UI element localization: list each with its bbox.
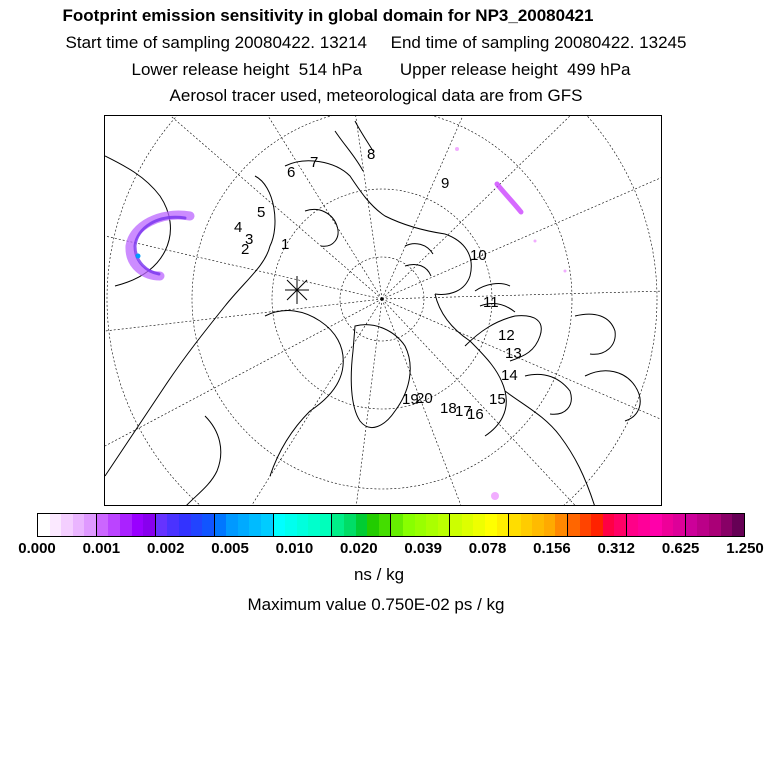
colorbar-swatch — [167, 514, 179, 536]
colorbar-swatch — [367, 514, 379, 536]
colorbar-swatch — [285, 514, 297, 536]
colorbar-swatch — [544, 514, 556, 536]
map-graticule — [105, 116, 662, 506]
colorbar-swatch — [697, 514, 709, 536]
tracer-info-line: Aerosol tracer used, meteorological data are from GFS — [169, 86, 583, 105]
colorbar-swatch — [485, 514, 497, 536]
colorbar-swatch — [297, 514, 309, 536]
colorbar-swatch — [191, 514, 203, 536]
colorbar-swatch — [238, 514, 250, 536]
emission-plume-west — [130, 215, 190, 276]
colorbar-swatch — [627, 514, 639, 536]
colorbar-swatch — [261, 514, 274, 536]
trajectory-label: 11 — [483, 294, 499, 311]
colorbar-swatch — [662, 514, 674, 536]
colorbar-swatch — [61, 514, 73, 536]
colorbar — [37, 513, 745, 537]
polar-map — [104, 115, 662, 506]
trajectory-label: 16 — [467, 406, 484, 423]
trajectory-label: 7 — [310, 154, 319, 171]
trajectory-label: 3 — [245, 231, 254, 248]
colorbar-swatch — [721, 514, 733, 536]
colorbar-swatch — [379, 514, 392, 536]
colorbar-tick-label: 0.000 — [18, 540, 56, 557]
colorbar-swatch — [521, 514, 533, 536]
trajectory-label: 12 — [498, 327, 515, 344]
trajectory-label: 9 — [441, 175, 450, 192]
colorbar-tick-label: 0.312 — [597, 540, 636, 557]
colorbar-swatch — [391, 514, 403, 536]
colorbar-swatch — [274, 514, 286, 536]
sampling-time-line: Start time of sampling 20080422. 13214 End time of sampling 20080422. 13245 — [65, 33, 687, 52]
colorbar-swatch — [509, 514, 521, 536]
colorbar-tick-label: 1.250 — [726, 540, 764, 557]
trajectory-labels — [234, 146, 522, 423]
colorbar-swatch — [38, 514, 50, 536]
colorbar-swatch — [732, 514, 744, 536]
colorbar-swatch — [650, 514, 662, 536]
trajectory-label: 1 — [281, 236, 290, 253]
colorbar-swatch — [332, 514, 344, 536]
trajectory-label: 14 — [501, 367, 518, 384]
colorbar-swatch — [308, 514, 320, 536]
colorbar-swatch — [638, 514, 650, 536]
colorbar-swatch — [97, 514, 109, 536]
colorbar-tick-label: 0.005 — [211, 540, 249, 557]
colorbar-swatch — [568, 514, 580, 536]
colorbar-swatch — [497, 514, 510, 536]
plot-title: Footprint emission sensitivity in global domain for NP3_20080421 — [62, 6, 594, 25]
trajectory-label: 4 — [234, 219, 243, 236]
colorbar-swatch — [591, 514, 603, 536]
trajectory-label: 20 — [416, 390, 433, 407]
trajectory-label: 15 — [489, 391, 506, 408]
colorbar-swatch — [179, 514, 191, 536]
colorbar-swatch — [108, 514, 120, 536]
colorbar-swatch — [473, 514, 485, 536]
colorbar-swatch — [403, 514, 415, 536]
colorbar-swatch — [686, 514, 698, 536]
colorbar-tick-label: 0.010 — [275, 540, 314, 557]
colorbar-swatch — [226, 514, 238, 536]
colorbar-swatch — [555, 514, 568, 536]
trajectory-label: 10 — [470, 247, 487, 264]
colorbar-swatch — [249, 514, 261, 536]
colorbar-swatch — [450, 514, 462, 536]
trajectory-label: 2 — [241, 241, 250, 258]
colorbar-swatch — [462, 514, 474, 536]
emission-plume-northeast — [497, 184, 521, 212]
release-point-marker — [285, 276, 309, 304]
colorbar-swatch — [215, 514, 227, 536]
colorbar-swatch — [614, 514, 627, 536]
colorbar-swatch — [532, 514, 544, 536]
colorbar-tick-label: 0.001 — [82, 540, 121, 557]
colorbar-swatch — [438, 514, 451, 536]
colorbar-swatch — [120, 514, 132, 536]
colorbar-swatch — [156, 514, 168, 536]
trajectory-label: 6 — [287, 164, 296, 181]
colorbar-swatch — [673, 514, 686, 536]
colorbar-units: ns / kg — [353, 565, 405, 584]
colorbar-swatch — [580, 514, 592, 536]
colorbar-swatch — [344, 514, 356, 536]
release-height-line: Lower release height 514 hPa Upper release height 499 hPa — [131, 60, 631, 79]
colorbar-swatch — [84, 514, 97, 536]
trajectory-label: 5 — [257, 204, 266, 221]
colorbar-swatch — [132, 514, 144, 536]
colorbar-swatch — [426, 514, 438, 536]
colorbar-swatch — [143, 514, 156, 536]
trajectory-label: 17 — [455, 403, 472, 420]
colorbar-swatch — [603, 514, 615, 536]
colorbar-swatch — [709, 514, 721, 536]
colorbar-swatch — [320, 514, 333, 536]
colorbar-tick-label: 0.078 — [468, 540, 507, 557]
colorbar-tick-label: 0.625 — [661, 540, 700, 557]
trajectory-label: 19 — [402, 391, 419, 408]
colorbar-swatch — [415, 514, 427, 536]
colorbar-swatch — [202, 514, 215, 536]
colorbar-tick-label: 0.002 — [146, 540, 185, 557]
colorbar-swatch — [356, 514, 368, 536]
maximum-value: Maximum value 0.750E-02 ps / kg — [247, 595, 505, 614]
colorbar-swatch — [50, 514, 62, 536]
trajectory-label: 13 — [505, 345, 522, 362]
trajectory-label: 18 — [440, 400, 457, 417]
colorbar-tick-label: 0.039 — [404, 540, 442, 557]
colorbar-tick-label: 0.156 — [533, 540, 571, 557]
trajectory-label: 8 — [367, 146, 376, 163]
colorbar-tick-label: 0.020 — [340, 540, 378, 557]
colorbar-swatch — [73, 514, 85, 536]
